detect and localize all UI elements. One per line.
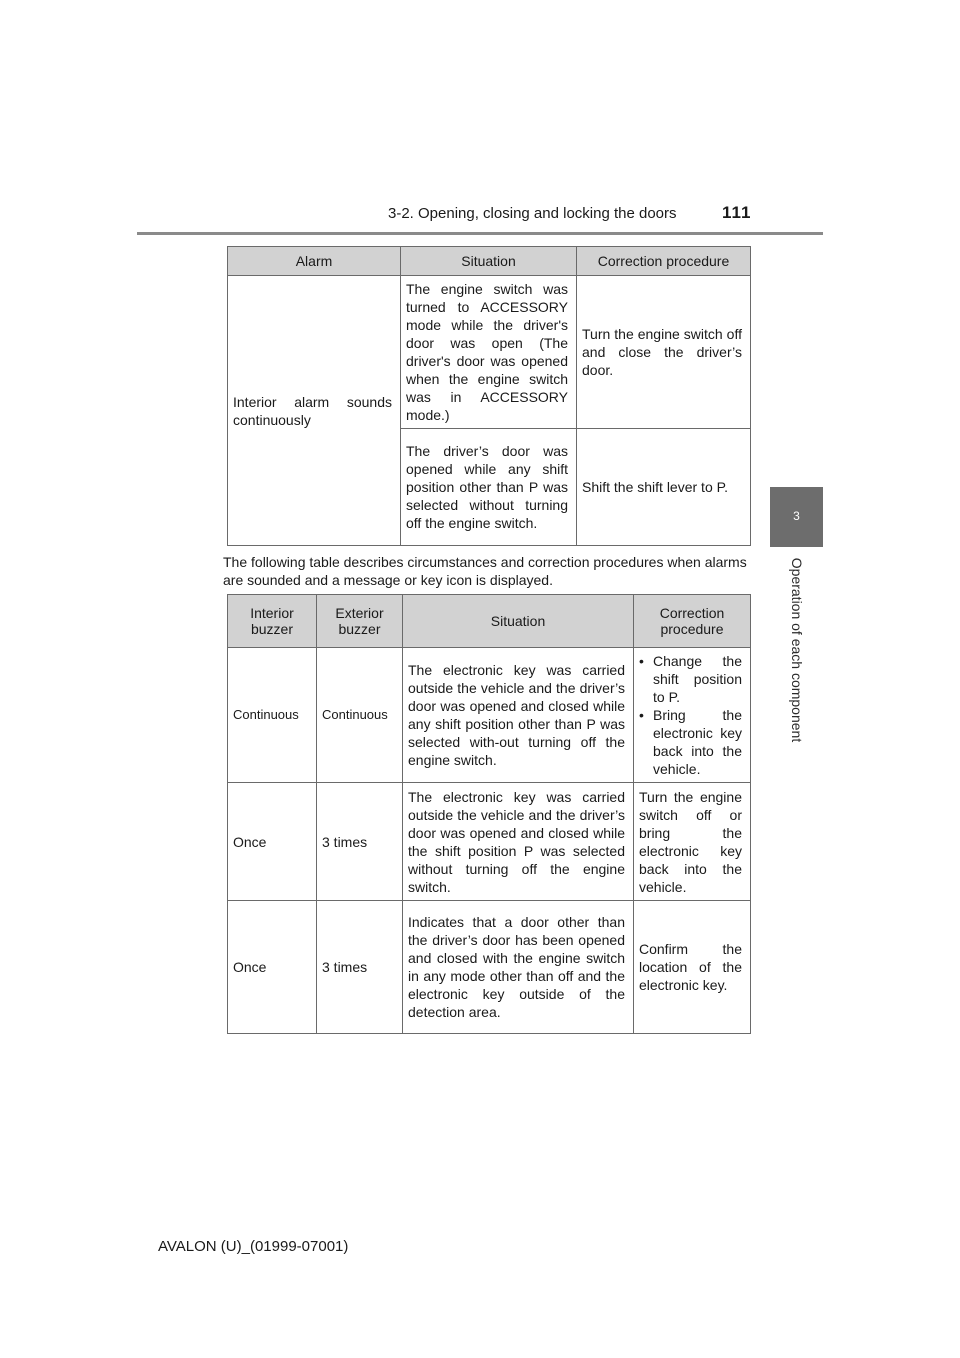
alarm-cell: Interior alarm sounds continuously (228, 276, 401, 546)
header-interior-buzzer: Interior buzzer (228, 595, 317, 648)
situation-cell: The electronic key was carried outside the vehicle and the driver’s door was opened and closed while any shift position other than P was selected with-out turning off the engine switch. (403, 648, 634, 783)
header-exterior-buzzer: Exterior buzzer (317, 595, 403, 648)
correction-list (639, 652, 742, 778)
header-correction: Correction procedure (577, 247, 751, 276)
list-item: • Change the shift position to P. (639, 653, 742, 705)
interior-buzzer-cell: Once (228, 901, 317, 1034)
footer-model-code: AVALON (U)_(01999-07001) (158, 1238, 349, 1255)
correction-cell: Turn the engine switch off or bring the electronic key back into the vehicle. (634, 783, 751, 901)
chapter-tab (770, 487, 823, 547)
bullet-icon: • (639, 707, 644, 723)
list-item: • Bring the electronic key back into the vehicle. (639, 707, 742, 777)
correction-cell: Turn the engine switch off and close the driver’s door. (577, 276, 751, 429)
situation-cell: The engine switch was turned to ACCESSORY mode while the driver's door was open (The driver's door was opened when the engine switch was in ACCESSORY mode.) (401, 276, 577, 429)
section-title: 3-2. Opening, closing and locking the doors (388, 205, 677, 222)
correction-cell: Shift the shift lever to P. (577, 429, 751, 546)
chapter-number: 3 (793, 509, 800, 523)
header-correction: Correction procedure (634, 595, 751, 648)
correction-cell: Confirm the location of the electronic key. (634, 901, 751, 1034)
exterior-buzzer-cell: 3 times (317, 783, 403, 901)
header-situation: Situation (401, 247, 577, 276)
exterior-buzzer-cell: 3 times (317, 901, 403, 1034)
page-number: 111 (722, 203, 752, 222)
situation-cell: Indicates that a door other than the driver’s door has been opened and closed with the engine switch in any mode other than off and the electronic key outside of the detection area. (403, 901, 634, 1034)
chapter-label: Operation of each component (789, 557, 805, 743)
interior-buzzer-cell: Continuous (228, 648, 317, 783)
exterior-buzzer-cell: Continuous (317, 648, 403, 783)
header-situation: Situation (403, 595, 634, 648)
interior-buzzer-cell: Once (228, 783, 317, 901)
correction-cell (634, 648, 751, 783)
situation-cell: The driver’s door was opened while any shift position other than P was selected without turning off the engine switch. (401, 429, 577, 546)
header-alarm: Alarm (228, 247, 401, 276)
buzzer-table (227, 594, 751, 1034)
alarm-table (227, 246, 751, 546)
intro-paragraph: The following table describes circumstances and correction procedures when alarms are sounded and a message or key icon is displayed. (223, 554, 747, 588)
header-rule (137, 232, 823, 235)
situation-cell: The electronic key was carried outside the vehicle and the driver’s door was opened and closed while the shift position P was selected without turning off the engine switch. (403, 783, 634, 901)
bullet-icon: • (639, 653, 644, 669)
